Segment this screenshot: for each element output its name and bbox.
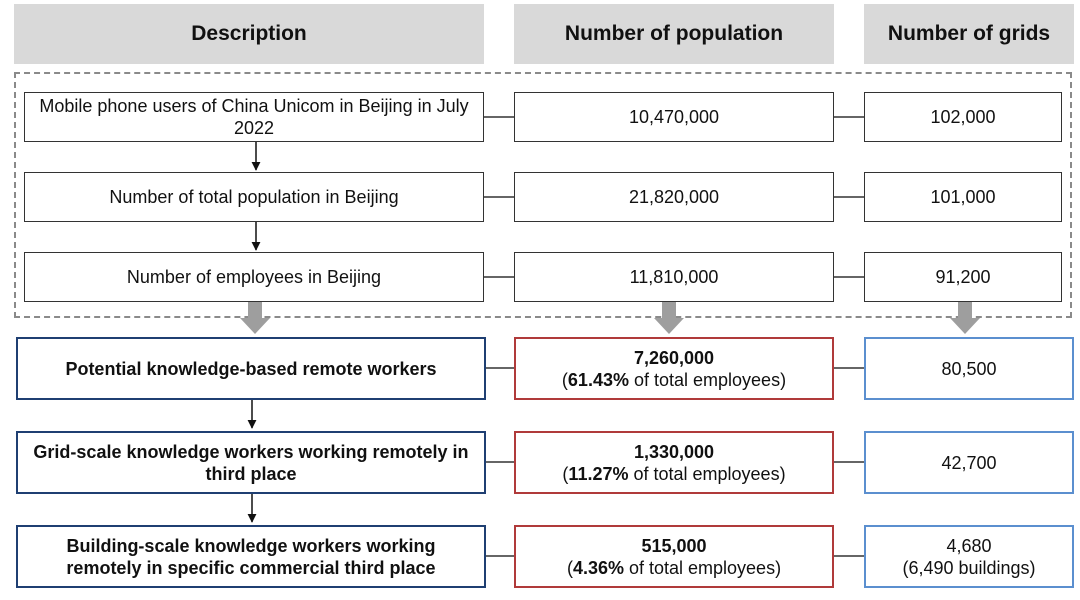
row-3-grids-value: 91,200 bbox=[935, 267, 991, 287]
row-2-description bbox=[24, 172, 484, 222]
result-1-population-pct: 61.43% bbox=[567, 369, 629, 390]
result-3-population bbox=[514, 525, 834, 588]
row-1-population bbox=[514, 92, 834, 142]
result-3-grids-value: 4,680 bbox=[946, 535, 992, 556]
result-1-population-value: 7,260,000 bbox=[633, 347, 715, 368]
result-3-grids-note: (6,490 buildings) bbox=[902, 557, 1036, 578]
result-2-population-suffix: of total employees) bbox=[628, 463, 786, 484]
row-3-description bbox=[24, 252, 484, 302]
result-3-description bbox=[16, 525, 486, 588]
result-3-description-text: Building-scale knowledge workers working remotely in specific commercial third place bbox=[66, 535, 436, 578]
result-2-population-share: (11.27% of total employees) bbox=[562, 463, 786, 484]
row-1-description bbox=[24, 92, 484, 142]
row-1-description-text: Mobile phone users of China Unicom in Beijing in July 2022 bbox=[39, 96, 469, 138]
result-1-description bbox=[16, 337, 486, 400]
row-2-grids bbox=[864, 172, 1062, 222]
result-1-grids-value: 80,500 bbox=[941, 358, 997, 379]
result-3-population-value: 515,000 bbox=[641, 535, 707, 556]
result-1-population-share: (61.43% of total employees) bbox=[561, 369, 787, 390]
header-grids: Number of grids bbox=[864, 4, 1074, 64]
row-2-grids-value: 101,000 bbox=[930, 187, 996, 207]
result-1-description-text: Potential knowledge-based remote workers bbox=[65, 358, 437, 379]
result-2-grids bbox=[864, 431, 1074, 494]
result-1-population-suffix: of total employees) bbox=[628, 369, 787, 390]
result-2-description-text: Grid-scale knowledge workers working remotely in third place bbox=[33, 441, 469, 484]
result-2-grids-value: 42,700 bbox=[941, 452, 997, 473]
header-population: Number of population bbox=[514, 4, 834, 64]
row-1-grids bbox=[864, 92, 1062, 142]
result-3-grids bbox=[864, 525, 1074, 588]
row-2-population bbox=[514, 172, 834, 222]
row-3-description-text: Number of employees in Beijing bbox=[126, 267, 382, 287]
result-3-population-suffix: of total employees) bbox=[623, 557, 782, 578]
row-2-description-text: Number of total population in Beijing bbox=[109, 187, 399, 207]
row-2-population-value: 21,820,000 bbox=[628, 187, 720, 207]
row-1-population-value: 10,470,000 bbox=[628, 107, 720, 127]
result-2-population-pct: 11.27% bbox=[568, 463, 629, 484]
result-1-population bbox=[514, 337, 834, 400]
row-3-grids bbox=[864, 252, 1062, 302]
row-3-population bbox=[514, 252, 834, 302]
result-3-population-pct: 4.36% bbox=[572, 557, 624, 578]
gray-block-arrows bbox=[240, 302, 980, 334]
result-2-population-value: 1,330,000 bbox=[633, 441, 715, 462]
result-2-population bbox=[514, 431, 834, 494]
result-2-description bbox=[16, 431, 486, 494]
row-1-grids-value: 102,000 bbox=[930, 107, 996, 127]
result-1-grids bbox=[864, 337, 1074, 400]
header-description: Description bbox=[14, 4, 484, 64]
row-3-population-value: 11,810,000 bbox=[629, 267, 719, 287]
result-3-population-share: (4.36% of total employees) bbox=[566, 557, 782, 578]
